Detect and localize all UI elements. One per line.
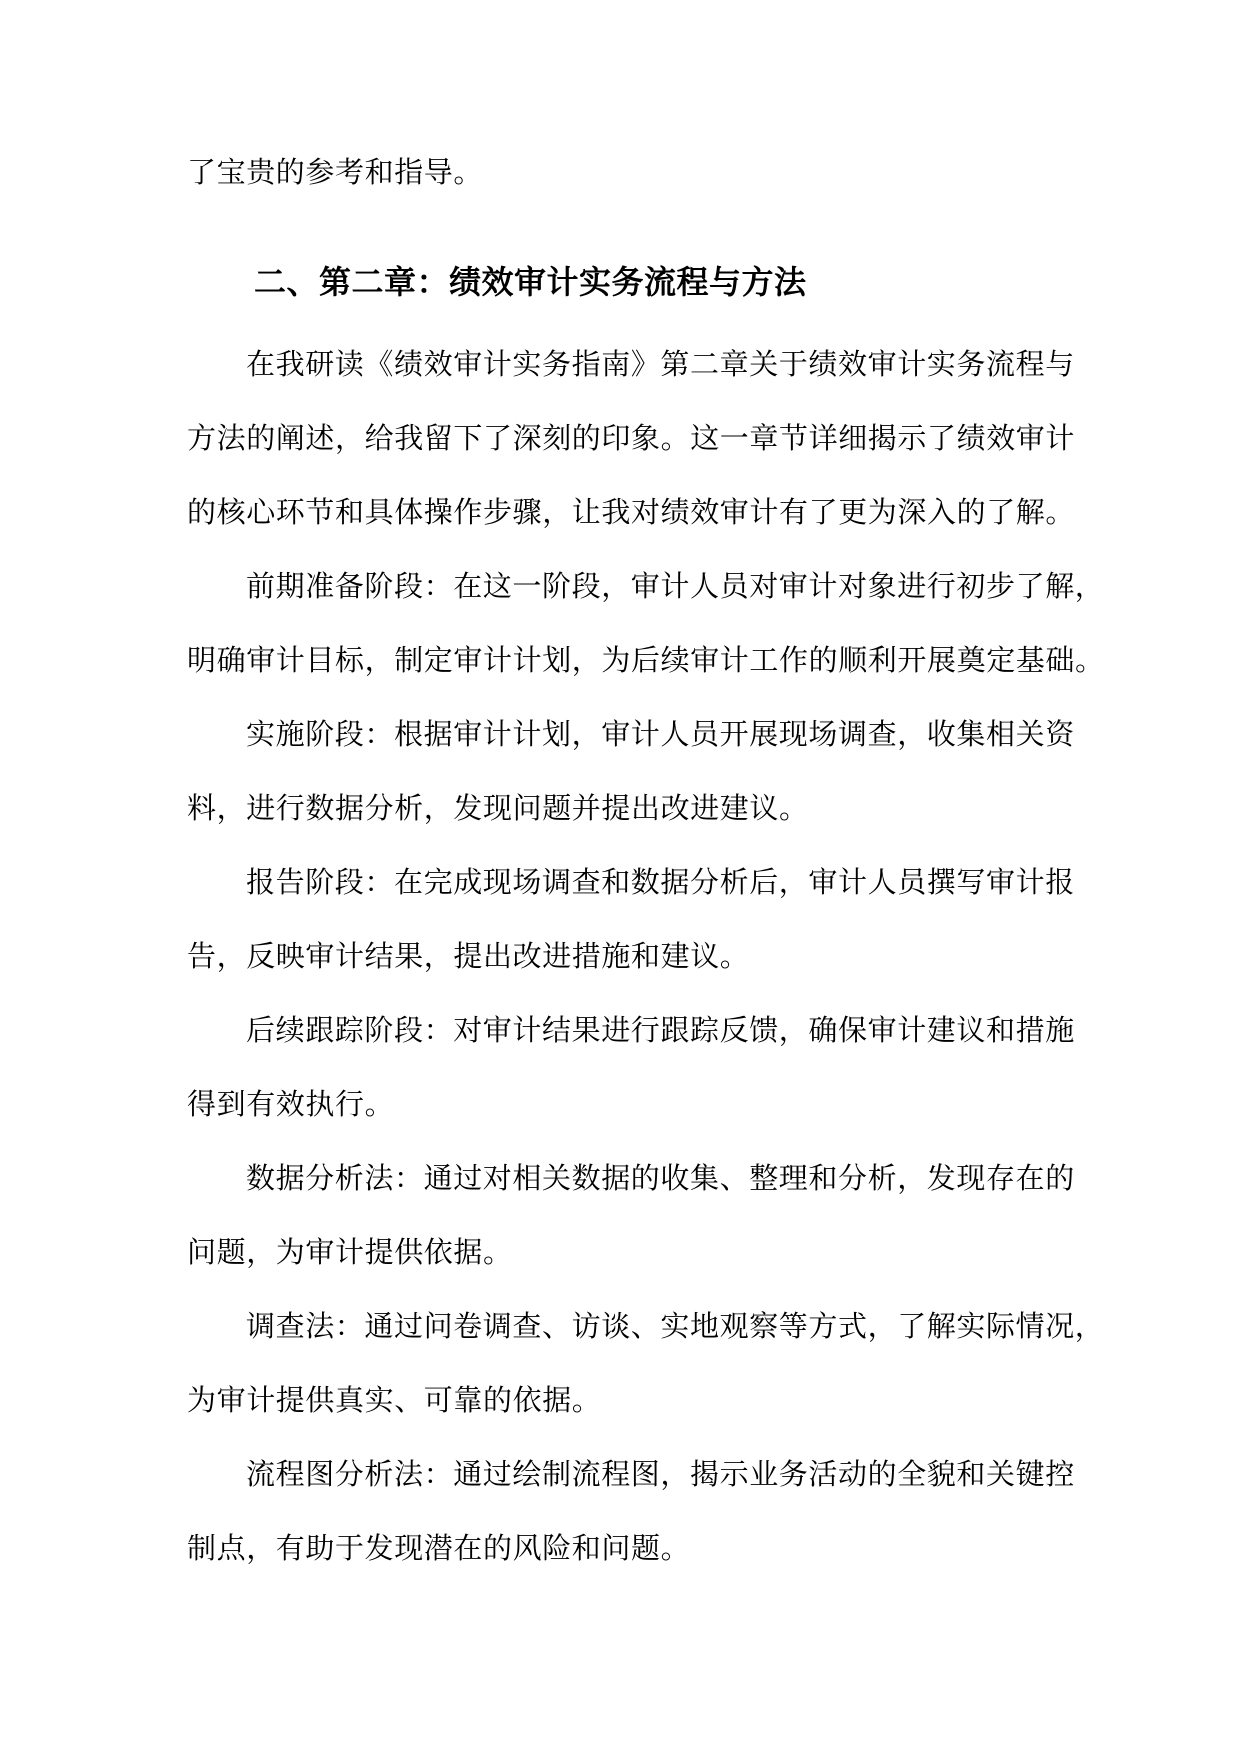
- paragraph-line: 调查法：通过问卷调查、访谈、实地观察等方式，了解实际情况，: [246, 1309, 1105, 1343]
- paragraph-line: 问题，为审计提供依据。: [187, 1235, 513, 1269]
- paragraph-line: 得到有效执行。: [187, 1087, 395, 1121]
- paragraph-line: 后续跟踪阶段：对审计结果进行跟踪反馈，确保审计建议和措施: [246, 1013, 1075, 1047]
- intro-tail-line: 了宝贵的参考和指导。: [187, 155, 484, 189]
- paragraph-line: 前期准备阶段：在这一阶段，审计人员对审计对象进行初步了解，: [246, 569, 1105, 603]
- paragraph-line: 告，反映审计结果，提出改进措施和建议。: [187, 939, 750, 973]
- paragraph-line: 料，进行数据分析，发现问题并提出改进建议。: [187, 791, 809, 825]
- paragraph-line: 方法的阐述，给我留下了深刻的印象。这一章节详细揭示了绩效审计: [187, 421, 1076, 455]
- paragraph-line: 报告阶段：在完成现场调查和数据分析后，审计人员撰写审计报: [246, 865, 1075, 899]
- paragraph-line: 的核心环节和具体操作步骤，让我对绩效审计有了更为深入的了解。: [187, 495, 1076, 529]
- paragraph-line: 为审计提供真实、可靠的依据。: [187, 1383, 602, 1417]
- paragraph-line: 制点，有助于发现潜在的风险和问题。: [187, 1531, 691, 1565]
- paragraph-line: 流程图分析法：通过绘制流程图，揭示业务活动的全貌和关键控: [246, 1457, 1075, 1491]
- paragraph-line: 实施阶段：根据审计计划，审计人员开展现场调查，收集相关资: [246, 717, 1075, 751]
- paragraph-line: 数据分析法：通过对相关数据的收集、整理和分析，发现存在的: [246, 1161, 1075, 1195]
- section-heading: 二、第二章：绩效审计实务流程与方法: [254, 263, 807, 301]
- paragraph-line: 明确审计目标，制定审计计划，为后续审计工作的顺利开展奠定基础。: [187, 643, 1105, 677]
- paragraph-line: 在我研读《绩效审计实务指南》第二章关于绩效审计实务流程与: [246, 347, 1075, 381]
